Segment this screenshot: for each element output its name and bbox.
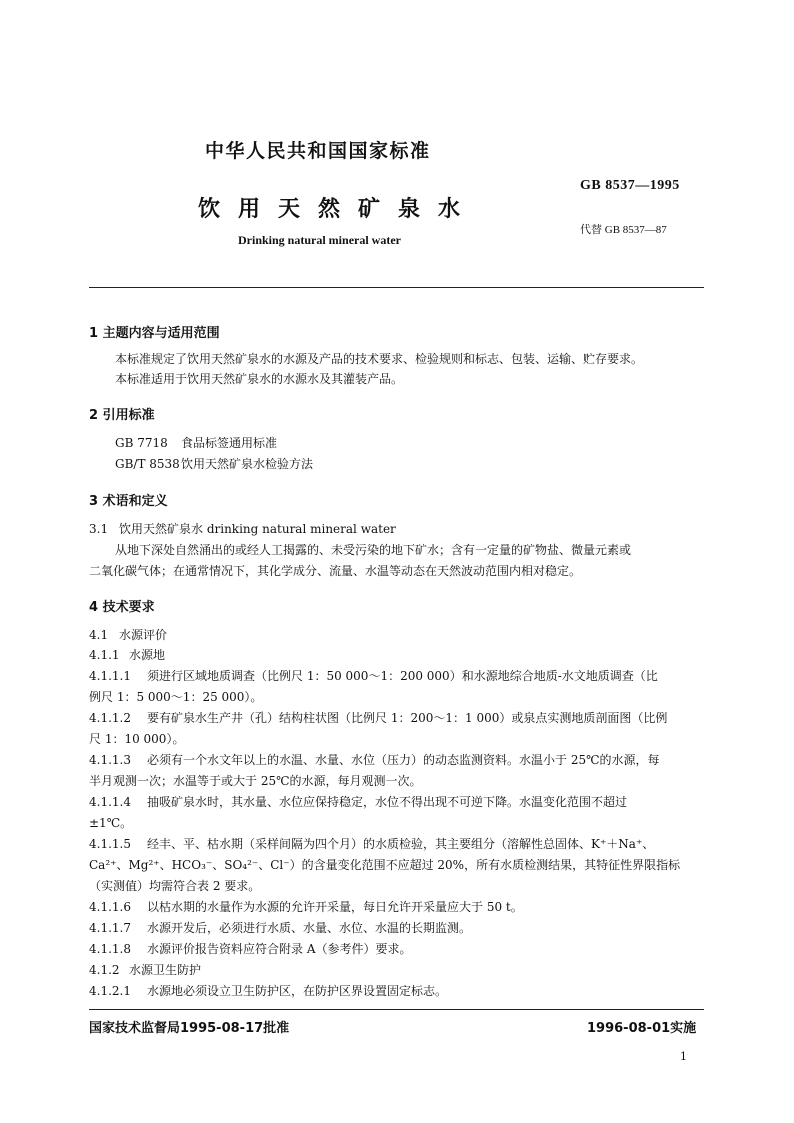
clause-4-1-2-1 xyxy=(89,984,447,998)
clause-continuation: 半月观测一次；水温等于或大于 25℃的水源，每月观测一次。 xyxy=(89,774,422,788)
approval-date: 国家技术监督局1995-08-17批准 xyxy=(89,1021,290,1036)
reference-title: 食品标签通用标准 xyxy=(181,436,278,450)
clause-number: 4.1.1.2 xyxy=(89,711,131,725)
clause-number: 4.1.2 xyxy=(89,963,120,977)
clause-number: 4.1.1.1 xyxy=(89,669,131,683)
section-1-paragraph-2: 本标准适用于饮用天然矿泉水的水源水及其灌装产品。 xyxy=(115,372,404,386)
clause-4-1-1-4 xyxy=(89,795,627,809)
document-title: 饮用天然矿泉水 xyxy=(198,197,479,222)
clause-4-1-1-2 xyxy=(89,711,667,725)
section-1-heading: 1 主题内容与适用范围 xyxy=(89,326,220,341)
term-entry xyxy=(89,522,396,536)
section-1-paragraph-1: 本标准规定了饮用天然矿泉水的水源及产品的技术要求、检验规则和标志、包装、运输、贮存要求。 xyxy=(115,352,644,366)
clause-4-1-1-5 xyxy=(89,837,654,851)
reference-code: GB/T 8538 xyxy=(115,457,180,471)
reference-item xyxy=(115,457,313,471)
term-definition-line-1: 从地下深处自然涌出的或经人工揭露的、未受污染的地下矿水；含有一定量的矿物盐、微量元素或 xyxy=(115,543,632,557)
reference-title: 饮用天然矿泉水检验方法 xyxy=(181,457,314,471)
clause-text: 抽吸矿泉水时，其水量、水位应保持稳定，水位不得出现不可逆下降。水温变化范围不超过 xyxy=(147,795,628,809)
reference-item xyxy=(115,436,277,450)
clause-number: 4.1.1.6 xyxy=(89,900,131,914)
reference-code: GB 7718 xyxy=(115,436,168,450)
section-4-heading: 4 技术要求 xyxy=(89,600,155,615)
clause-number: 4.1.1 xyxy=(89,648,120,662)
effective-date: 1996-08-01实施 xyxy=(587,1021,697,1036)
clause-number: 4.1.1.5 xyxy=(89,837,131,851)
clause-number: 4.1.1.4 xyxy=(89,795,131,809)
term-number: 3.1 xyxy=(89,522,109,536)
footer-divider xyxy=(89,1009,704,1010)
clause-text: 水源评价 xyxy=(119,628,168,642)
clause-continuation: Ca²⁺、Mg²⁺、HCO₃⁻、SO₄²⁻、Cl⁻）的含量变化范围不应超过 20%，所有水质检测结果，其特征性界限指标 xyxy=(89,858,681,872)
standard-org-title: 中华人民共和国国家标准 xyxy=(205,140,431,162)
document-title-english: Drinking natural mineral water xyxy=(238,233,401,247)
clause-text: 水源地必须设立卫生防护区，在防护区界设置固定标志。 xyxy=(147,984,448,998)
clause-4-1-1-3 xyxy=(89,753,660,767)
clause-text: 水源卫生防护 xyxy=(129,963,202,977)
clause-4-1 xyxy=(89,628,167,642)
clause-text: 水源地 xyxy=(129,648,166,662)
clause-continuation: ±1℃。 xyxy=(89,816,133,830)
clause-4-1-1-7 xyxy=(89,921,471,935)
clause-4-1-1-1 xyxy=(89,669,658,683)
clause-text: 水源评价报告资料应符合附录 A（参考件）要求。 xyxy=(147,942,412,956)
clause-number: 4.1.1.3 xyxy=(89,753,131,767)
clause-continuation: （实测值）均需符合表 2 要求。 xyxy=(89,879,261,893)
clause-4-1-1-8 xyxy=(89,942,411,956)
term-definition-line-2: 二氧化碳气体；在通常情况下，其化学成分、流量、水温等动态在天然波动范围内相对稳定。 xyxy=(89,564,582,578)
clause-4-1-1 xyxy=(89,648,165,662)
section-3-heading: 3 术语和定义 xyxy=(89,494,168,509)
clause-text: 须进行区域地质调查（比例尺 1：50 000～1：200 000）和水源地综合地质-水文地质调查（比 xyxy=(147,669,658,683)
standard-number: GB 8537—1995 xyxy=(580,178,680,193)
clause-text: 水源开发后，必须进行水质、水量、水位、水温的长期监测。 xyxy=(147,921,472,935)
header-divider xyxy=(89,287,704,288)
section-2-heading: 2 引用标准 xyxy=(89,408,155,423)
clause-text: 必须有一个水文年以上的水温、水量、水位（压力）的动态监测资料。水温小于 25℃的水源，每 xyxy=(147,753,660,767)
clause-number: 4.1.1.8 xyxy=(89,942,131,956)
term-name: 饮用天然矿泉水 drinking natural mineral water xyxy=(119,522,396,536)
clause-number: 4.1.2.1 xyxy=(89,984,131,998)
clause-continuation: 例尺 1：5 000～1：25 000）。 xyxy=(89,690,263,704)
clause-4-1-2 xyxy=(89,963,201,977)
clause-4-1-1-6 xyxy=(89,900,523,914)
clause-text: 以枯水期的水量作为水源的允许开采量，每日允许开采量应大于 50 t。 xyxy=(147,900,523,914)
clause-text: 要有矿泉水生产井（孔）结构柱状图（比例尺 1：200～1：1 000）或泉点实测地质剖面图（比例 xyxy=(147,711,668,725)
clause-number: 4.1 xyxy=(89,628,109,642)
clause-continuation: 尺 1：10 000）。 xyxy=(89,732,185,746)
clause-text: 经丰、平、枯水期（采样间隔为四个月）的水质检验，其主要组分（溶解性总固体、K⁺＋Na⁺、 xyxy=(147,837,655,851)
replaces-standard: 代替 GB 8537—87 xyxy=(580,224,667,236)
page-number: 1 xyxy=(680,1050,687,1063)
clause-number: 4.1.1.7 xyxy=(89,921,131,935)
